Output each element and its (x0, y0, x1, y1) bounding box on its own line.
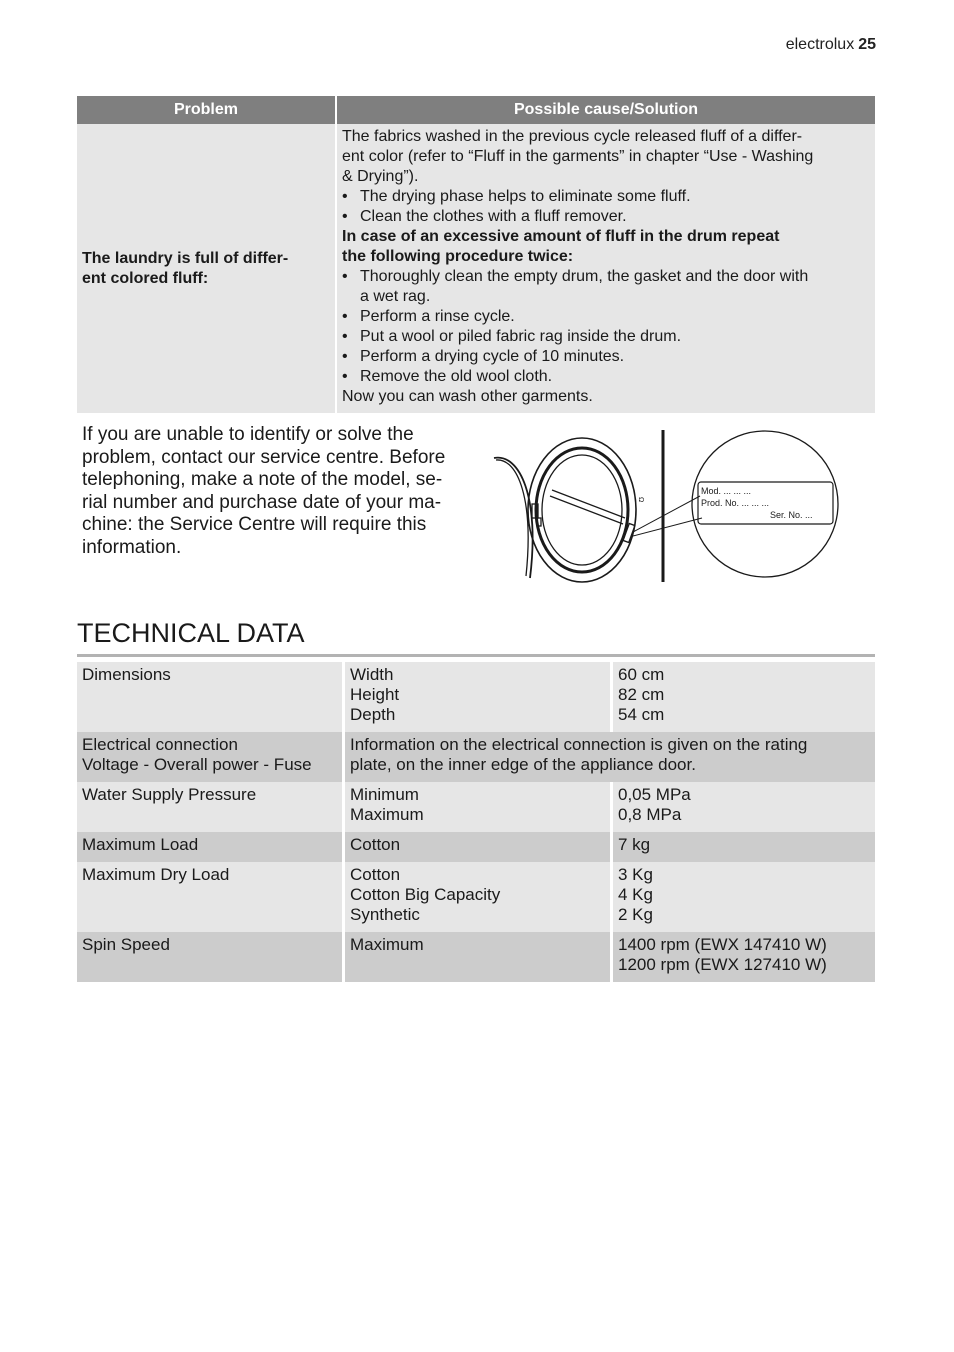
svg-text:Ω: Ω (637, 497, 644, 503)
service-paragraph: If you are unable to identify or solve the problem, contact our service centre. Before telephoning, make a note of the model, se- rial number and purchase date of your ma- chine: the Service Centre will require this information. (82, 424, 446, 558)
section-title: TECHNICAL DATA (77, 618, 305, 648)
solution-bullet: • Clean the clothes with a fluff remover. (342, 208, 627, 225)
row-values: 3 Kg 4 Kg 2 Kg (612, 862, 876, 932)
row-label: Electrical connection Voltage - Overall power - Fuse (77, 732, 344, 782)
problem-header: Problem (77, 96, 336, 124)
row-info: Information on the electrical connection is given on the rating plate, on the inner edge of the appliance door. (344, 732, 876, 782)
row-params: Width Height Depth (344, 662, 612, 732)
procedure-bullet: • Thoroughly clean the empty drum, the gasket and the door with a wet rag. (342, 268, 809, 305)
row-params: Cotton (344, 832, 612, 862)
page-number: 25 (858, 36, 876, 53)
row-values: 0,05 MPa 0,8 MPa (612, 782, 876, 832)
table-row (77, 732, 875, 782)
solution-cell (336, 124, 875, 413)
brand-name: electrolux (785, 36, 855, 53)
row-values: 60 cm 82 cm 54 cm (612, 662, 876, 732)
row-values: 7 kg (612, 832, 876, 862)
problem-table-header-row (77, 96, 875, 124)
problem-table (77, 96, 875, 413)
plate-ser: Ser. No. ... (770, 510, 813, 520)
row-label: Dimensions (77, 662, 344, 732)
solution-intro: ent color (refer to “Fluff in the garments” in chapter “Use - Washing (342, 148, 814, 165)
solution-intro: The fabrics washed in the previous cycle released fluff of a differ- (342, 128, 803, 145)
page-header (786, 36, 876, 54)
plate-mod: Mod. ... ... ... (701, 486, 752, 496)
problem-table-row (77, 124, 875, 413)
row-params: Cotton Cotton Big Capacity Synthetic (344, 862, 612, 932)
solution-bullet: • The drying phase helps to eliminate some fluff. (342, 188, 691, 205)
plate-prod: Prod. No. ... ... ... (701, 498, 770, 508)
row-params: Maximum (344, 932, 612, 982)
procedure-bullet: • Perform a rinse cycle. (342, 308, 515, 325)
solution-warning: In case of an excessive amount of fluff in the drum repeat (342, 228, 780, 245)
table-row (77, 662, 875, 732)
procedure-bullet: • Remove the old wool cloth. (342, 368, 553, 385)
problem-text: The laundry is full of differ- (82, 249, 289, 267)
solution-outro: Now you can wash other garments. (342, 388, 593, 405)
door-rating-plate-illustration (490, 428, 840, 584)
procedure-bullet: • Put a wool or piled fabric rag inside the drum. (342, 328, 682, 345)
row-label: Spin Speed (77, 932, 344, 982)
solution-header: Possible cause/Solution (336, 96, 875, 124)
row-values: 1400 rpm (EWX 147410 W) 1200 rpm (EWX 127410 W) (612, 932, 876, 982)
procedure-bullet: • Perform a drying cycle of 10 minutes. (342, 348, 625, 365)
solution-intro: & Drying”). (342, 168, 419, 185)
problem-cell (77, 124, 336, 413)
section-divider (77, 654, 875, 657)
solution-warning: the following procedure twice: (342, 248, 574, 265)
row-label: Maximum Dry Load (77, 862, 344, 932)
table-row (77, 832, 875, 862)
technical-data-table (77, 662, 875, 982)
row-label: Maximum Load (77, 832, 344, 862)
problem-text: ent colored fluff: (82, 269, 209, 287)
row-label: Water Supply Pressure (77, 782, 344, 832)
table-row (77, 782, 875, 832)
row-params: Minimum Maximum (344, 782, 612, 832)
table-row (77, 862, 875, 932)
table-row (77, 932, 875, 982)
